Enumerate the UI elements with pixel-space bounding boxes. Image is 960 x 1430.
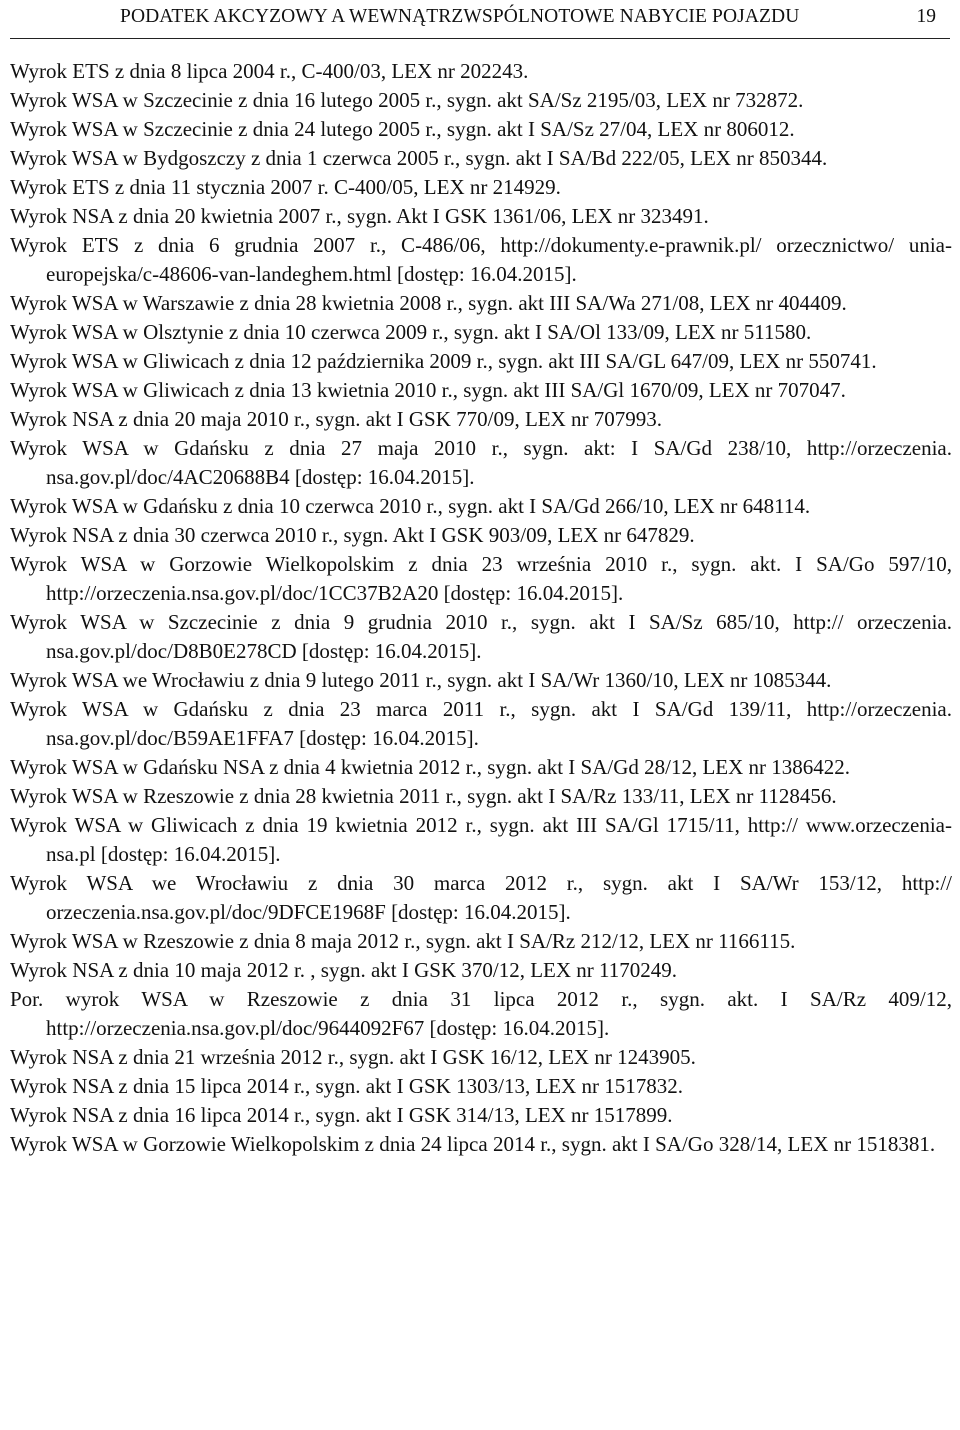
case-law-entry: Wyrok WSA w Bydgoszczy z dnia 1 czerwca 2005 r., sygn. akt I SA/Bd 222/05, LEX nr 850344. xyxy=(10,146,828,170)
case-law-entry: Wyrok NSA z dnia 10 maja 2012 r. , sygn. akt I GSK 370/12, LEX nr 1170249. xyxy=(10,958,677,982)
case-law-entry: Wyrok WSA w Gdańsku z dnia 23 marca 2011 r., sygn. akt I SA/Gd 139/11, http://orzeczenia. nsa.gov.pl/doc/B59AE1FFA7 [dostęp: 16.04.2015]. xyxy=(10,697,952,750)
case-law-entry: Wyrok ETS z dnia 11 stycznia 2007 r. C-400/05, LEX nr 214929. xyxy=(10,175,561,199)
case-law-entry: Wyrok WSA w Szczecinie z dnia 16 lutego 2005 r., sygn. akt SA/Sz 2195/03, LEX nr 732872. xyxy=(10,88,804,112)
case-law-entry: Wyrok WSA w Rzeszowie z dnia 28 kwietnia 2011 r., sygn. akt I SA/Rz 133/11, LEX nr 1128456. xyxy=(10,784,837,808)
case-law-entry: Wyrok NSA z dnia 21 września 2012 r., sygn. akt I GSK 16/12, LEX nr 1243905. xyxy=(10,1045,696,1069)
case-law-entry: Wyrok WSA w Gliwicach z dnia 12 października 2009 r., sygn. akt III SA/GL 647/09, LEX nr 550741. xyxy=(10,349,877,373)
case-law-entry: Wyrok WSA w Gdańsku z dnia 10 czerwca 2010 r., sygn. akt I SA/Gd 266/10, LEX nr 648114. xyxy=(10,494,811,518)
case-law-entry: Wyrok WSA w Gorzowie Wielkopolskim z dnia 23 września 2010 r., sygn. akt. I SA/Go 597/10, http://orzeczenia.nsa.gov.pl/doc/1CC37B2A20 [dostęp: 16.04.2015]. xyxy=(10,552,952,605)
case-law-entry: Wyrok NSA z dnia 20 kwietnia 2007 r., sygn. Akt I GSK 1361/06, LEX nr 323491. xyxy=(10,204,709,228)
case-law-entry: Wyrok WSA w Gliwicach z dnia 13 kwietnia 2010 r., sygn. akt III SA/Gl 1670/09, LEX nr 707047. xyxy=(10,378,846,402)
case-law-entry: Wyrok WSA we Wrocławiu z dnia 30 marca 2012 r., sygn. akt I SA/Wr 153/12, http:// orzeczenia.nsa.gov.pl/doc/9DFCE1968F [dostęp: 16.04.2015]. xyxy=(10,871,952,924)
case-law-entry: Wyrok WSA w Warszawie z dnia 28 kwietnia 2008 r., sygn. akt III SA/Wa 271/08, LEX nr 404409. xyxy=(10,291,847,315)
case-law-entry: Wyrok ETS z dnia 6 grudnia 2007 r., C-486/06, http://dokumenty.e-prawnik.pl/ orzecznictwo/ unia-europejska/c-48606-van-landeghem.html [dostęp: 16.04.2015]. xyxy=(10,233,952,286)
case-law-entry: Wyrok NSA z dnia 30 czerwca 2010 r., sygn. Akt I GSK 903/09, LEX nr 647829. xyxy=(10,523,695,547)
case-law-entry: Por. wyrok WSA w Rzeszowie z dnia 31 lipca 2012 r., sygn. akt. I SA/Rz 409/12, http://orzeczenia.nsa.gov.pl/doc/9644092F67 [dostęp: 16.04.2015]. xyxy=(10,987,952,1040)
case-law-entry: Wyrok WSA w Rzeszowie z dnia 8 maja 2012 r., sygn. akt I SA/Rz 212/12, LEX nr 1166115. xyxy=(10,929,796,953)
case-law-entry: Wyrok WSA w Gdańsku NSA z dnia 4 kwietnia 2012 r., sygn. akt I SA/Gd 28/12, LEX nr 1386422. xyxy=(10,755,851,779)
case-law-entry: Wyrok ETS z dnia 8 lipca 2004 r., C-400/03, LEX nr 202243. xyxy=(10,59,529,83)
case-law-list xyxy=(10,57,952,1159)
case-law-entry: Wyrok NSA z dnia 16 lipca 2014 r., sygn. akt I GSK 314/13, LEX nr 1517899. xyxy=(10,1103,673,1127)
case-law-entry: Wyrok WSA w Szczecinie z dnia 24 lutego 2005 r., sygn. akt I SA/Sz 27/04, LEX nr 806012. xyxy=(10,117,795,141)
page-number: 19 xyxy=(916,6,936,27)
case-law-entry: Wyrok NSA z dnia 20 maja 2010 r., sygn. akt I GSK 770/09, LEX nr 707993. xyxy=(10,407,663,431)
case-law-entry: Wyrok WSA we Wrocławiu z dnia 9 lutego 2011 r., sygn. akt I SA/Wr 1360/10, LEX nr 1085344. xyxy=(10,668,832,692)
case-law-entry: Wyrok WSA w Gorzowie Wielkopolskim z dnia 24 lipca 2014 r., sygn. akt I SA/Go 328/14, LEX nr 1518381. xyxy=(10,1132,936,1156)
case-law-entry: Wyrok NSA z dnia 15 lipca 2014 r., sygn. akt I GSK 1303/13, LEX nr 1517832. xyxy=(10,1074,684,1098)
case-law-entry: Wyrok WSA w Olsztynie z dnia 10 czerwca 2009 r., sygn. akt I SA/Ol 133/09, LEX nr 511580. xyxy=(10,320,812,344)
running-title: PODATEK AKCYZOWY A WEWNĄTRZWSPÓLNOTOWE NABYCIE POJAZDU xyxy=(120,6,800,27)
running-header xyxy=(10,4,950,39)
case-law-entry: Wyrok WSA w Gdańsku z dnia 27 maja 2010 r., sygn. akt: I SA/Gd 238/10, http://orzeczenia. nsa.gov.pl/doc/4AC20688B4 [dostęp: 16.04.2015]. xyxy=(10,436,952,489)
case-law-entry: Wyrok WSA w Szczecinie z dnia 9 grudnia 2010 r., sygn. akt I SA/Sz 685/10, http:// orzeczenia. nsa.gov.pl/doc/D8B0E278CD [dostęp: 16.04.2015]. xyxy=(10,610,952,663)
case-law-entry: Wyrok WSA w Gliwicach z dnia 19 kwietnia 2012 r., sygn. akt III SA/Gl 1715/11, http:// www.orzeczenia-nsa.pl [dostęp: 16.04.2015]. xyxy=(10,813,952,866)
